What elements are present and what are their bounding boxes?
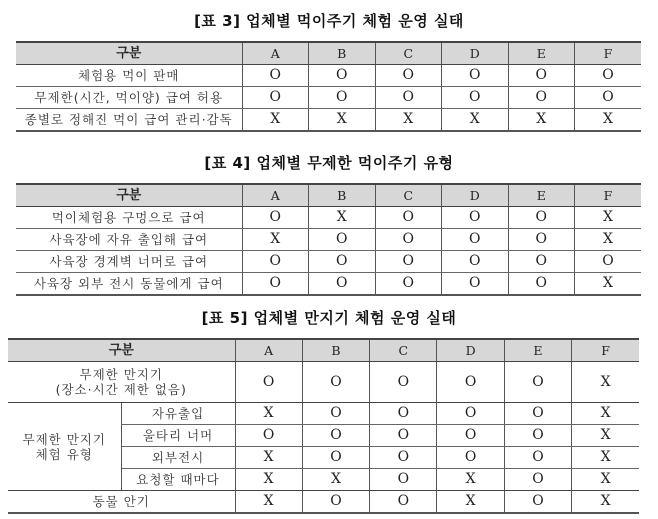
cell-b: X xyxy=(309,109,376,132)
table-row xyxy=(16,109,641,132)
row-label: 사육장 경계벽 너머로 급여 xyxy=(16,251,242,273)
cell-e: O xyxy=(504,425,571,447)
cell-e: O xyxy=(504,491,571,514)
cell-d: X xyxy=(442,109,509,132)
group-label-line1: 무제한 만지기 xyxy=(22,431,106,447)
cell-e: O xyxy=(508,65,575,87)
header-col-b: B xyxy=(302,339,369,362)
cell-b: O xyxy=(302,425,369,447)
table-row xyxy=(16,251,641,273)
header-col-c: C xyxy=(370,339,437,362)
header-col-b: B xyxy=(309,42,376,65)
cell-d: O xyxy=(442,65,509,87)
header-category: 구분 xyxy=(16,42,242,65)
cell-d: O xyxy=(437,403,504,425)
header-col-f: F xyxy=(572,339,639,362)
cell-c: O xyxy=(375,65,442,87)
cell-d: O xyxy=(442,251,509,273)
table3-title: [표 3] 업체별 먹이주기 체험 운영 실태 xyxy=(194,12,464,30)
row-label: 자유출입 xyxy=(121,403,235,425)
header-col-a: A xyxy=(235,339,302,362)
cell-d: X xyxy=(437,491,504,514)
table-row-animal-holding xyxy=(8,491,639,514)
cell-c: O xyxy=(375,87,442,109)
table-row xyxy=(16,229,641,251)
table-row xyxy=(16,87,641,109)
cell-b: O xyxy=(302,362,369,403)
row-label: 체험용 먹이 판매 xyxy=(16,65,242,87)
row-label: 무제한(시간, 먹이양) 급여 허용 xyxy=(16,87,242,109)
table-row xyxy=(16,273,641,296)
cell-c: O xyxy=(375,273,442,296)
cell-f: X xyxy=(575,229,642,251)
cell-a: X xyxy=(235,491,302,514)
table-header-row xyxy=(16,42,641,65)
header-col-a: A xyxy=(242,42,309,65)
table-header-row xyxy=(16,184,641,207)
cell-c: O xyxy=(375,207,442,229)
header-col-c: C xyxy=(375,184,442,207)
cell-a: O xyxy=(235,425,302,447)
cell-e: O xyxy=(504,362,571,403)
header-col-e: E xyxy=(508,184,575,207)
row-label-line1: 무제한 만지기 xyxy=(79,367,163,382)
cell-a: O xyxy=(242,273,309,296)
table4-title: [표 4] 업체별 무제한 먹이주기 유형 xyxy=(204,154,454,172)
row-label: 요청할 때마다 xyxy=(121,469,235,491)
cell-d: O xyxy=(442,87,509,109)
cell-b: O xyxy=(309,229,376,251)
cell-b: O xyxy=(309,251,376,273)
cell-b: X xyxy=(309,207,376,229)
cell-d: O xyxy=(442,207,509,229)
cell-a: O xyxy=(242,87,309,109)
cell-d: O xyxy=(437,362,504,403)
cell-f: X xyxy=(572,362,639,403)
cell-a: O xyxy=(242,65,309,87)
header-col-a: A xyxy=(242,184,309,207)
cell-c: O xyxy=(370,469,437,491)
row-label: 울타리 너머 xyxy=(121,425,235,447)
row-label-line2: (장소·시간 제한 없음) xyxy=(55,382,187,397)
cell-b: X xyxy=(302,469,369,491)
cell-e: O xyxy=(504,469,571,491)
table-row-unlimited-touching xyxy=(8,362,639,403)
cell-d: O xyxy=(437,447,504,469)
cell-a: X xyxy=(235,447,302,469)
cell-b: O xyxy=(309,273,376,296)
row-label: 종별로 정해진 먹이 급여 관리·감독 xyxy=(16,109,242,132)
table4-unlimited-feeding-types xyxy=(16,183,641,296)
cell-f: X xyxy=(572,469,639,491)
cell-e: O xyxy=(508,229,575,251)
cell-c: O xyxy=(370,425,437,447)
header-category: 구분 xyxy=(8,339,235,362)
cell-b: O xyxy=(302,403,369,425)
header-col-f: F xyxy=(575,42,642,65)
cell-f: X xyxy=(572,425,639,447)
cell-f: X xyxy=(575,207,642,229)
row-label: 사육장에 자유 출입해 급여 xyxy=(16,229,242,251)
table3-feeding-operation xyxy=(16,41,641,132)
group-label xyxy=(8,403,121,491)
header-col-c: C xyxy=(375,42,442,65)
header-col-d: D xyxy=(442,42,509,65)
cell-b: O xyxy=(302,447,369,469)
cell-e: O xyxy=(508,273,575,296)
header-col-e: E xyxy=(508,42,575,65)
table-header-row xyxy=(8,339,639,362)
row-label: 먹이체험용 구멍으로 급여 xyxy=(16,207,242,229)
cell-f: O xyxy=(575,87,642,109)
row-label: 사육장 외부 전시 동물에게 급여 xyxy=(16,273,242,296)
cell-a: X xyxy=(235,403,302,425)
header-col-d: D xyxy=(437,339,504,362)
cell-a: X xyxy=(235,469,302,491)
cell-d: O xyxy=(437,425,504,447)
cell-f: X xyxy=(572,491,639,514)
header-col-f: F xyxy=(575,184,642,207)
cell-a: O xyxy=(235,362,302,403)
cell-b: O xyxy=(309,65,376,87)
cell-b: O xyxy=(309,87,376,109)
cell-a: X xyxy=(242,109,309,132)
table-row xyxy=(16,207,641,229)
cell-e: O xyxy=(508,207,575,229)
cell-a: X xyxy=(242,229,309,251)
row-label xyxy=(8,362,235,403)
cell-a: O xyxy=(242,251,309,273)
cell-e: O xyxy=(508,251,575,273)
table-row xyxy=(16,65,641,87)
group-label-line2: 체험 유형 xyxy=(35,446,93,462)
cell-c: O xyxy=(375,229,442,251)
cell-a: O xyxy=(242,207,309,229)
cell-c: O xyxy=(370,491,437,514)
cell-e: O xyxy=(504,403,571,425)
cell-b: O xyxy=(302,491,369,514)
cell-f: X xyxy=(575,273,642,296)
cell-f: O xyxy=(575,251,642,273)
cell-f: X xyxy=(575,109,642,132)
cell-d: O xyxy=(442,229,509,251)
cell-e: O xyxy=(504,447,571,469)
cell-c: X xyxy=(375,109,442,132)
table-row xyxy=(8,403,639,425)
cell-e: X xyxy=(508,109,575,132)
cell-c: O xyxy=(370,403,437,425)
cell-c: O xyxy=(370,447,437,469)
cell-d: O xyxy=(442,273,509,296)
row-label: 외부전시 xyxy=(121,447,235,469)
cell-c: O xyxy=(370,362,437,403)
cell-f: X xyxy=(572,447,639,469)
header-col-e: E xyxy=(504,339,571,362)
header-col-d: D xyxy=(442,184,509,207)
header-category: 구분 xyxy=(16,184,242,207)
table5-title: [표 5] 업체별 만지기 체험 운영 실태 xyxy=(201,309,457,327)
cell-f: X xyxy=(572,403,639,425)
table5-touching-operation xyxy=(8,338,639,514)
cell-f: O xyxy=(575,65,642,87)
row-label: 동물 안기 xyxy=(8,491,235,514)
cell-d: X xyxy=(437,469,504,491)
cell-c: O xyxy=(375,251,442,273)
cell-e: O xyxy=(508,87,575,109)
header-col-b: B xyxy=(309,184,376,207)
